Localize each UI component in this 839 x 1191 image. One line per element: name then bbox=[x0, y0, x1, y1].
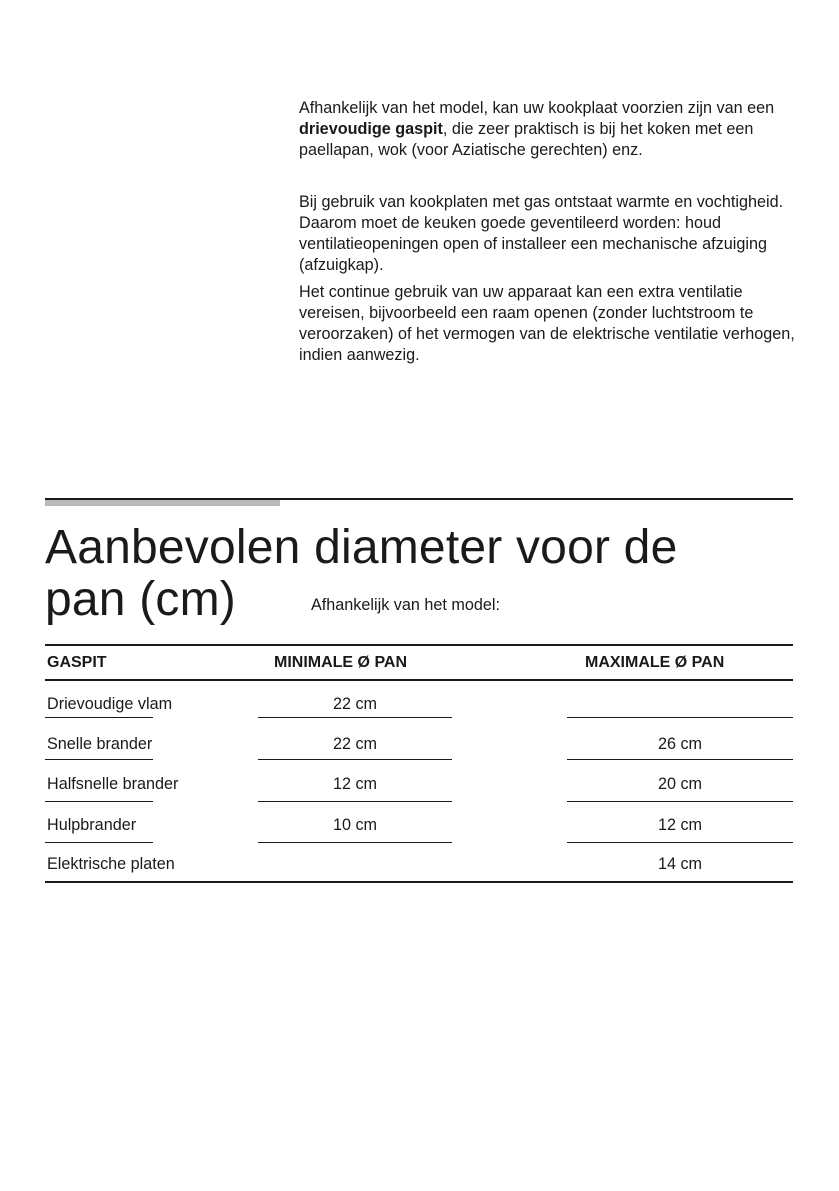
intro-paragraph-extra-ventilation: Het continue gebruik van uw apparaat kan een extra ventilatie vereisen, bijvoorbeeld een raam openen (zonder luchtstroom te veroorzaken) of het vermogen van de elektrische ventilatie verhogen, indien aanwezig. bbox=[299, 283, 795, 364]
row-name: Halfsnelle brander bbox=[47, 775, 179, 793]
row-min: 22 cm bbox=[332, 695, 378, 713]
section-accent-bar bbox=[45, 500, 280, 506]
table-header-rule bbox=[45, 679, 793, 681]
header-gaspit: GASPIT bbox=[47, 654, 107, 671]
row-min-underline bbox=[258, 717, 452, 718]
intro-paragraph-triple-burner bbox=[299, 98, 799, 161]
row-max-underline bbox=[567, 801, 793, 802]
row-max: 26 cm bbox=[657, 735, 703, 753]
row-min-underline bbox=[258, 842, 452, 843]
row-min: 12 cm bbox=[332, 775, 378, 793]
row-min-underline bbox=[258, 759, 452, 760]
header-min-pan: MINIMALE Ø PAN bbox=[274, 654, 408, 671]
row-max-underline bbox=[567, 842, 793, 843]
intro-text: , die zeer praktisch is bij het koken met een paellapan, wok (voor Aziatische gerechten) enz. bbox=[299, 120, 754, 159]
header-max-pan: MAXIMALE Ø PAN bbox=[585, 654, 725, 671]
row-name: Elektrische platen bbox=[47, 855, 175, 873]
row-name: Drievoudige vlam bbox=[47, 695, 173, 713]
row-min: 10 cm bbox=[332, 816, 378, 834]
row-name: Hulpbrander bbox=[47, 816, 137, 834]
row-name: Snelle brander bbox=[47, 735, 153, 753]
row-max: 14 cm bbox=[657, 855, 703, 873]
row-max: 20 cm bbox=[657, 775, 703, 793]
row-name-underline bbox=[45, 717, 153, 718]
row-max-underline bbox=[567, 717, 793, 718]
row-min: 22 cm bbox=[332, 735, 378, 753]
intro-bold-term: drievoudige gaspit bbox=[299, 120, 443, 138]
row-name-underline bbox=[45, 759, 153, 760]
row-max-underline bbox=[567, 759, 793, 760]
row-name-underline bbox=[45, 842, 153, 843]
section-title-line-2: pan (cm) bbox=[45, 573, 236, 626]
row-name-underline bbox=[45, 801, 153, 802]
section-title-line-1: Aanbevolen diameter voor de bbox=[45, 521, 678, 574]
table-top-rule bbox=[45, 644, 793, 646]
section-subtitle: Afhankelijk van het model: bbox=[311, 596, 500, 614]
intro-text: Afhankelijk van het model, kan uw kookplaat voorzien zijn van een bbox=[299, 99, 775, 117]
row-max: 12 cm bbox=[657, 816, 703, 834]
table-bottom-rule bbox=[45, 881, 793, 883]
intro-paragraph-ventilation: Bij gebruik van kookplaten met gas ontstaat warmte en vochtigheid. Daarom moet de keuken goede geventileerd worden: houd ventilatieopeningen open of installeer een mechanische afzuiging (afzuigkap). bbox=[299, 193, 784, 274]
row-min-underline bbox=[258, 801, 452, 802]
